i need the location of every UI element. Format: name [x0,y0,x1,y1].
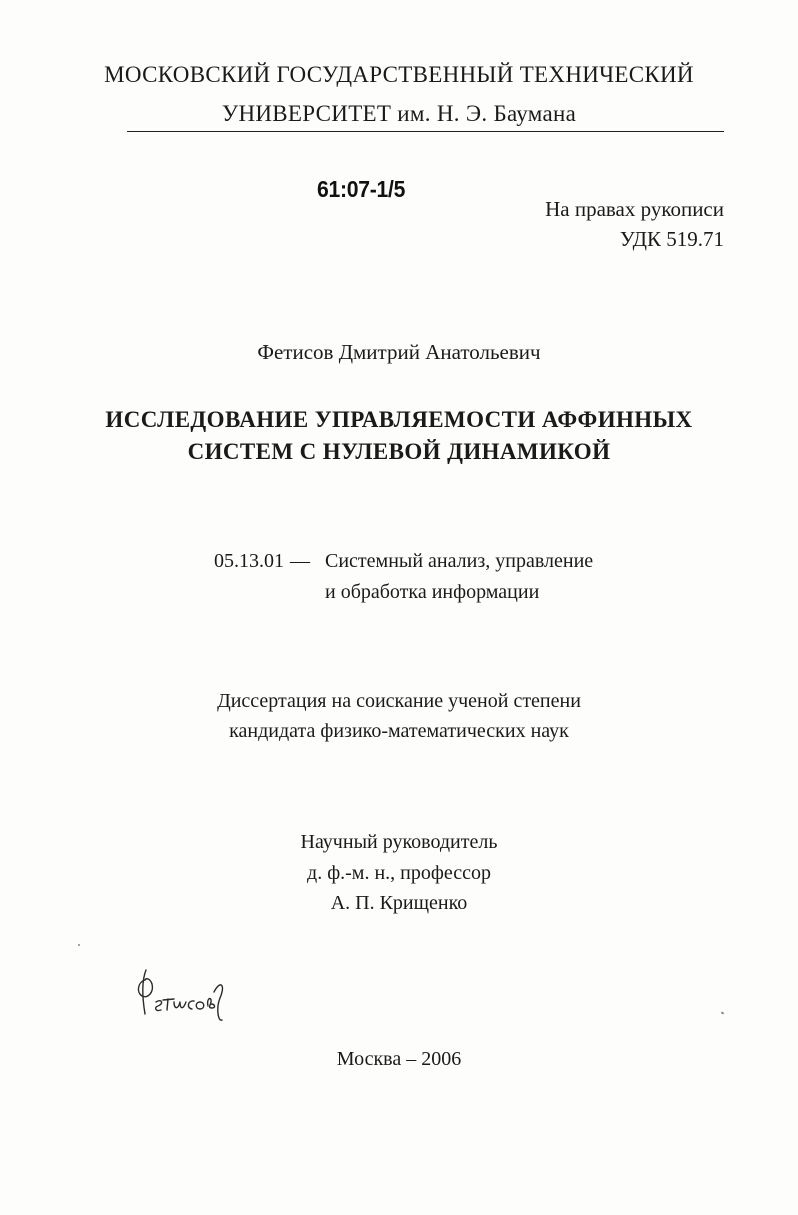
scan-speck [721,1011,725,1014]
header-divider [127,131,724,132]
advisor-name: А. П. Крищенко [330,892,468,914]
handwritten-signature [136,962,236,1024]
university-name-line1: МОСКОВСКИЙ ГОСУДАРСТВЕННЫЙ ТЕХНИЧЕСКИЙ [104,62,694,87]
degree-line1: Диссертация на соискание ученой степени [217,690,581,712]
degree-line2: кандидата физико-математических наук [229,720,569,742]
city-and-year: Москва – 2006 [336,1048,462,1070]
udc-code: УДК 519.71 [619,227,724,251]
specialty-name-line1: Системный анализ, управление [325,550,594,572]
specialty-dash: — [290,550,310,572]
dissertation-title-line2: СИСТЕМ С НУЛЕВОЙ ДИНАМИКОЙ [187,439,611,464]
specialty-name-line2: и обработка информации [325,581,540,603]
manuscript-rights: На правах рукописи [545,197,724,221]
dissertation-title-line1: ИССЛЕДОВАНИЕ УПРАВЛЯЕМОСТИ АФФИННЫХ [105,407,693,432]
advisor-rank: д. ф.-м. н., профессор [307,862,491,884]
scan-speck [78,944,80,946]
author-name: Фетисов Дмитрий Анатольевич [257,340,541,364]
library-stamp-code: 61:07-1/5 [317,176,406,202]
specialty-code: 05.13.01 [214,550,284,572]
university-name-line2: УНИВЕРСИТЕТ им. Н. Э. Баумана [221,101,577,126]
advisor-label: Научный руководитель [300,831,498,853]
